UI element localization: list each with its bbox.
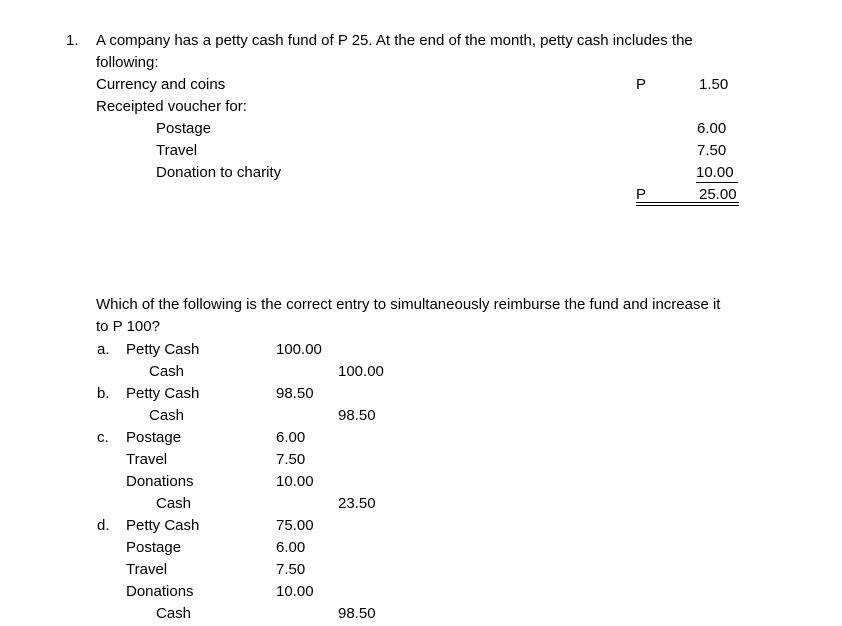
item-amount-postage: 6.00 <box>697 120 727 137</box>
total-amount: 25.00 <box>699 186 737 203</box>
choice-a-letter[interactable]: a. <box>97 341 110 358</box>
choice-d-debit-4: 10.00 <box>276 583 314 600</box>
total-double-underline-bottom <box>636 205 739 206</box>
item-currency-symbol: P <box>636 76 647 93</box>
total-currency-symbol: P <box>636 186 647 203</box>
choice-b-letter[interactable]: b. <box>97 385 110 402</box>
choice-b-credit-2: 98.50 <box>338 407 376 424</box>
choice-d-letter[interactable]: d. <box>97 517 110 534</box>
choice-b-debit-1: 98.50 <box>276 385 314 402</box>
item-label-donation: Donation to charity <box>156 164 282 181</box>
item-label-vouchers: Receipted voucher for: <box>96 98 247 115</box>
question-stem-line2: following: <box>96 54 159 71</box>
subtotal-underline <box>696 182 738 183</box>
choice-d-debit-1: 75.00 <box>276 517 314 534</box>
choice-a-credit-2: 100.00 <box>338 363 384 380</box>
prompt-line1: Which of the following is the correct entry to simultaneously reimburse the fund and increase it <box>96 296 721 313</box>
item-amount-donation: 10.00 <box>696 164 734 181</box>
choice-c-account-3: Donations <box>126 473 194 490</box>
choice-c-debit-2: 7.50 <box>276 451 306 468</box>
total-double-underline-top <box>636 202 739 203</box>
choice-c-credit-4: 23.50 <box>338 495 376 512</box>
choice-a-debit-1: 100.00 <box>276 341 322 358</box>
choice-d-credit-5: 98.50 <box>338 605 376 622</box>
choice-b-account-1: Petty Cash <box>126 385 200 402</box>
choice-c-letter[interactable]: c. <box>97 429 109 446</box>
item-label-postage: Postage <box>156 120 212 137</box>
choice-d-account-1: Petty Cash <box>126 517 200 534</box>
question-number: 1. <box>66 32 79 49</box>
item-label-currency: Currency and coins <box>96 76 226 93</box>
choice-c-account-1: Postage <box>126 429 182 446</box>
choice-a-account-1: Petty Cash <box>126 341 200 358</box>
choice-c-debit-1: 6.00 <box>276 429 306 446</box>
item-amount-currency: 1.50 <box>699 76 729 93</box>
prompt-line2: to P 100? <box>96 318 160 335</box>
question-stem-line1: A company has a petty cash fund of P 25. At the end of the month, petty cash includes the <box>96 32 693 49</box>
choice-d-debit-2: 6.00 <box>276 539 306 556</box>
choice-a-account-2: Cash <box>149 363 185 380</box>
choice-c-debit-3: 10.00 <box>276 473 314 490</box>
choice-d-account-4: Donations <box>126 583 194 600</box>
choice-d-account-5: Cash <box>156 605 192 622</box>
item-label-travel: Travel <box>156 142 198 159</box>
choice-d-account-3: Travel <box>126 561 168 578</box>
choice-d-debit-3: 7.50 <box>276 561 306 578</box>
choice-c-account-2: Travel <box>126 451 168 468</box>
item-amount-travel: 7.50 <box>697 142 727 159</box>
choice-c-account-4: Cash <box>156 495 192 512</box>
choice-d-account-2: Postage <box>126 539 182 556</box>
choice-b-account-2: Cash <box>149 407 185 424</box>
